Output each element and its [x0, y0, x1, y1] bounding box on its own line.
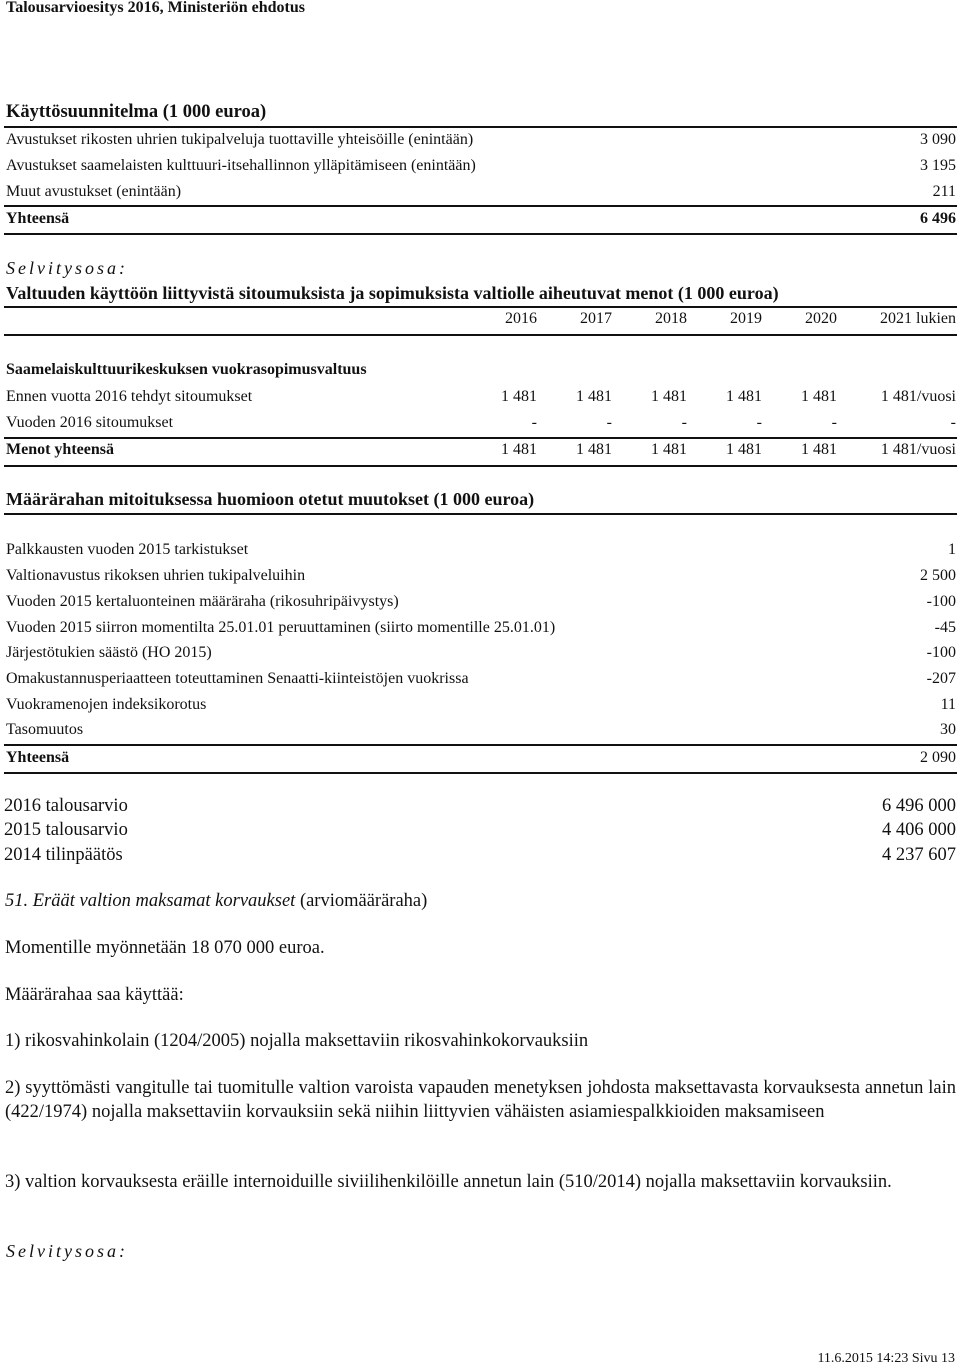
plan-row-value: 211 [932, 183, 956, 200]
budget-value: 4 406 000 [882, 820, 956, 840]
cell: - [531, 414, 537, 431]
plan-top-rule [4, 126, 957, 128]
changes-top-rule [4, 513, 957, 515]
budget-value: 6 496 000 [882, 796, 956, 816]
section-51-number: 51. [5, 891, 29, 911]
cell: 1 481/vuosi [880, 388, 956, 405]
commitments-title: Valtuuden käyttöön liittyvistä sitoumuksista ja sopimuksista valtiolle aiheutuvat menot (1 000 euroa) [6, 283, 779, 303]
plan-row [6, 131, 956, 155]
budget-label: 2014 tilinpäätös [4, 845, 123, 865]
changes-row-label: Omakustannusperiaatteen toteuttaminen Senaatti-kiinteistöjen vuokrissa [6, 670, 469, 687]
document-header: Talousarvioesitys 2016, Ministeriön ehdotus [6, 0, 305, 16]
plan-row-label: Muut avustukset (enintään) [6, 183, 182, 200]
usage-item-1: 1) rikosvahinkolain (1204/2005) nojalla maksettaviin rikosvahinkokorvauksiin [5, 1031, 589, 1051]
plan-row-label: Avustukset rikosten uhrien tukipalveluja tuottaville yhteisöille (enintään) [6, 131, 474, 148]
changes-row [6, 721, 956, 745]
changes-row [6, 670, 956, 694]
year-header: 2018 [655, 310, 687, 327]
budget-label: 2015 talousarvio [4, 820, 128, 840]
changes-row [6, 593, 956, 617]
cell: - [831, 414, 837, 431]
changes-row-value: -100 [926, 644, 956, 661]
year-header: 2016 [505, 310, 537, 327]
changes-bottom-rule [4, 772, 957, 774]
cell: - [681, 414, 687, 431]
plan-bottom-rule [4, 233, 957, 235]
changes-row [6, 567, 956, 591]
cell: 1 481 [576, 388, 612, 405]
cell: 1 481/vuosi [880, 441, 956, 458]
commitments-row [6, 414, 956, 438]
cell: - [756, 414, 762, 431]
changes-row-value: 1 [948, 541, 956, 558]
plan-row-value: 3 195 [920, 157, 956, 174]
cell: 1 481 [801, 388, 837, 405]
budget-label: 2016 talousarvio [4, 796, 128, 816]
year-header: 2017 [580, 310, 612, 327]
cell: 1 481 [651, 441, 687, 458]
plan-total-row [6, 210, 956, 234]
changes-row-value: -45 [934, 619, 956, 636]
changes-row-label: Valtionavustus rikoksen uhrien tukipalveluihin [6, 567, 306, 584]
commitments-year-header [6, 310, 956, 334]
plan-row-label: Avustukset saamelaisten kulttuuri-itsehallinnon ylläpitämiseen (enintään) [6, 157, 476, 174]
usage-item-3: 3) valtion korvauksesta eräille internoiduille siviilihenkilöille annetun lain (510/2014) nojalla maksettaviin korvauksiin. [5, 1172, 892, 1192]
cell: 1 481 [576, 441, 612, 458]
budget-row [4, 820, 956, 846]
cell: - [606, 414, 612, 431]
changes-total-rule [4, 744, 957, 746]
cell: - [950, 414, 956, 431]
commitments-row [6, 388, 956, 412]
plan-total-value: 6 496 [920, 210, 956, 227]
selvitysosa-label: Selvitysosa: [6, 258, 128, 278]
changes-title: Määrärahan mitoituksessa huomioon otetut muutokset (1 000 euroa) [6, 489, 535, 509]
usage-intro: Määrärahaa saa käyttää: [5, 985, 184, 1005]
cell: 1 481 [726, 388, 762, 405]
changes-row-value: 2 500 [920, 567, 956, 584]
changes-row-label: Järjestötukien säästö (HO 2015) [6, 644, 212, 661]
commitments-row-label: Vuoden 2016 sitoumukset [6, 414, 174, 431]
usage-item-2: 2) syyttömästi vangitulle tai tuomitulle valtion varoista vapauden menetyksen johdosta maksettavasta korvauksesta annetun lain (422/1974) nojalla maksettaviin korvauksiin sekä niihin liittyvien vähäisten asiamiespalkkioiden maksamiseen [5, 1078, 956, 1122]
changes-row-value: 11 [940, 696, 956, 713]
changes-row [6, 644, 956, 668]
group-title-label: Saamelaiskulttuurikeskuksen vuokrasopimusvaltuus [6, 361, 367, 378]
commitments-row-label: Ennen vuotta 2016 tehdyt sitoumukset [6, 388, 253, 405]
selvitysosa-label-2: Selvitysosa: [6, 1241, 128, 1261]
section-51-kind: (arviomääräraha) [299, 891, 428, 911]
changes-row-label: Vuokramenojen indeksikorotus [6, 696, 207, 713]
plan-row [6, 183, 956, 207]
budget-value: 4 237 607 [882, 845, 956, 865]
commitments-total-rule [4, 437, 957, 439]
section-51-heading [5, 889, 956, 913]
commitments-group-title [6, 361, 956, 385]
budget-row [4, 796, 956, 822]
changes-row-label: Vuoden 2015 siirron momentilta 25.01.01 peruuttaminen (siirto momentille 25.01.01) [6, 619, 556, 636]
grant-text: Momentille myönnetään 18 070 000 euroa. [5, 938, 325, 958]
plan-total-label: Yhteensä [6, 210, 70, 227]
commitments-bottom-rule [4, 465, 957, 467]
changes-row [6, 541, 956, 565]
year-header: 2021 lukien [880, 310, 956, 327]
changes-total-value: 2 090 [920, 749, 956, 766]
plan-row [6, 157, 956, 181]
commitments-total-row [6, 441, 956, 465]
changes-total-row [6, 749, 956, 773]
changes-row [6, 696, 956, 720]
commitments-top-rule [4, 306, 957, 308]
footer-stamp: 11.6.2015 14:23 Sivu 13 [817, 1351, 955, 1366]
cell: 1 481 [501, 388, 537, 405]
changes-row-value: -207 [926, 670, 956, 687]
cell: 1 481 [801, 441, 837, 458]
section-51-title: Eräät valtion maksamat korvaukset [32, 891, 296, 911]
year-header: 2020 [805, 310, 837, 327]
cell: 1 481 [501, 441, 537, 458]
changes-row-label: Palkkausten vuoden 2015 tarkistukset [6, 541, 249, 558]
changes-total-label: Yhteensä [6, 749, 70, 766]
plan-row-value: 3 090 [920, 131, 956, 148]
changes-row-value: 30 [940, 721, 956, 738]
year-header: 2019 [730, 310, 762, 327]
budget-row [4, 845, 956, 871]
changes-row-label: Tasomuutos [6, 721, 84, 738]
changes-row [6, 619, 956, 643]
commitments-total-label: Menot yhteensä [6, 441, 114, 458]
cell: 1 481 [651, 388, 687, 405]
cell: 1 481 [726, 441, 762, 458]
changes-row-label: Vuoden 2015 kertaluonteinen määräraha (rikosuhripäivystys) [6, 593, 399, 610]
plan-total-rule [4, 205, 957, 207]
changes-row-value: -100 [926, 593, 956, 610]
plan-title: Käyttösuunnitelma (1 000 euroa) [6, 102, 267, 122]
commitments-header-rule [4, 334, 957, 336]
